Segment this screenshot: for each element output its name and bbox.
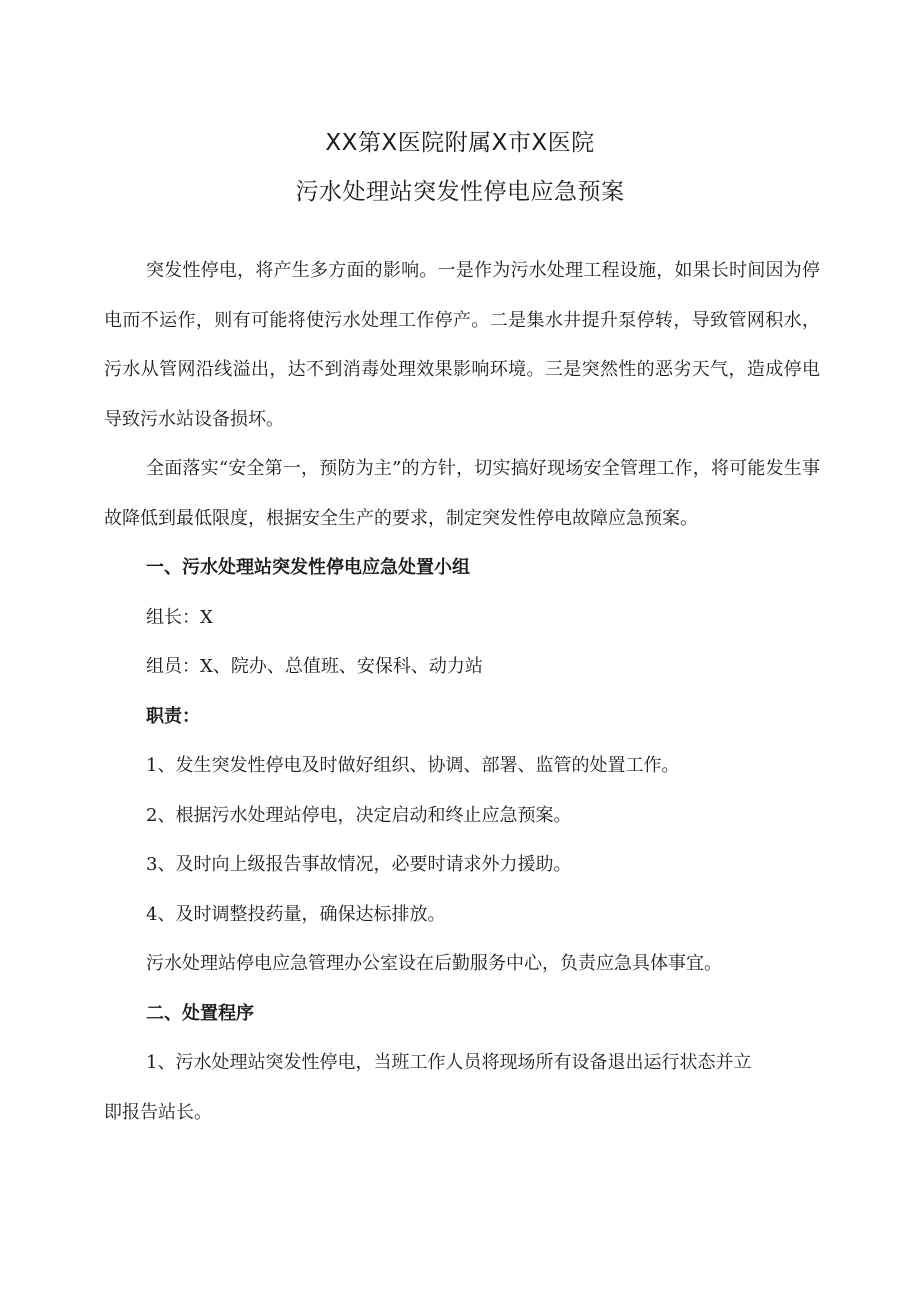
document-title-line1: XX第X医院附属X市X医院 <box>325 130 595 156</box>
intro-paragraph-2: 全面落实“安全第一，预防为主”的方针，切实搞好现场安全管理工作，将可能发生事故降低到最低限度，根据安全生产的要求，制定突发性停电故障应急预案。 <box>104 458 820 529</box>
duty-item: 1、发生突发性停电及时做好组织、协调、部署、监管的处置工作。 <box>146 755 680 776</box>
procedure-step-1: 1、污水处理站突发性停电，当班工作人员将现场所有设备退出运行状态并立即报告站长。 <box>104 1052 752 1123</box>
intro-paragraph-1: 突发性停电，将产生多方面的影响。一是作为污水处理工程设施，如果长时间因为停电而不运作，则有可能将使污水处理工作停产。二是集水井提升泵停转，导致管网积水，污水从管网沿线溢出，达不到消毒处理效果影响环境。三是突然性的恶劣天气，造成停电导致污水站设备损坏。 <box>104 260 820 430</box>
document-body <box>104 246 820 1137</box>
section2-heading: 二、处置程序 <box>146 1002 254 1024</box>
duty-item: 2、根据污水处理站停电，决定启动和终止应急预案。 <box>146 804 572 826</box>
duty-item: 4、及时调整投药量，确保达标排放。 <box>146 903 446 925</box>
duties-heading: 职责： <box>146 705 200 727</box>
office-note: 污水处理站停电应急管理办公室设在后勤服务中心，负责应急具体事宜。 <box>146 953 722 974</box>
section1-heading: 一、污水处理站突发性停电应急处置小组 <box>146 557 470 578</box>
document-title-line2: 污水处理站突发性停电应急预案 <box>295 179 625 205</box>
duty-item: 3、及时向上级报告事故情况，必要时请求外力援助。 <box>146 854 572 875</box>
team-members: 组员：X、院办、总值班、安保科、动力站 <box>146 656 483 677</box>
team-leader: 组长：X <box>146 606 213 628</box>
